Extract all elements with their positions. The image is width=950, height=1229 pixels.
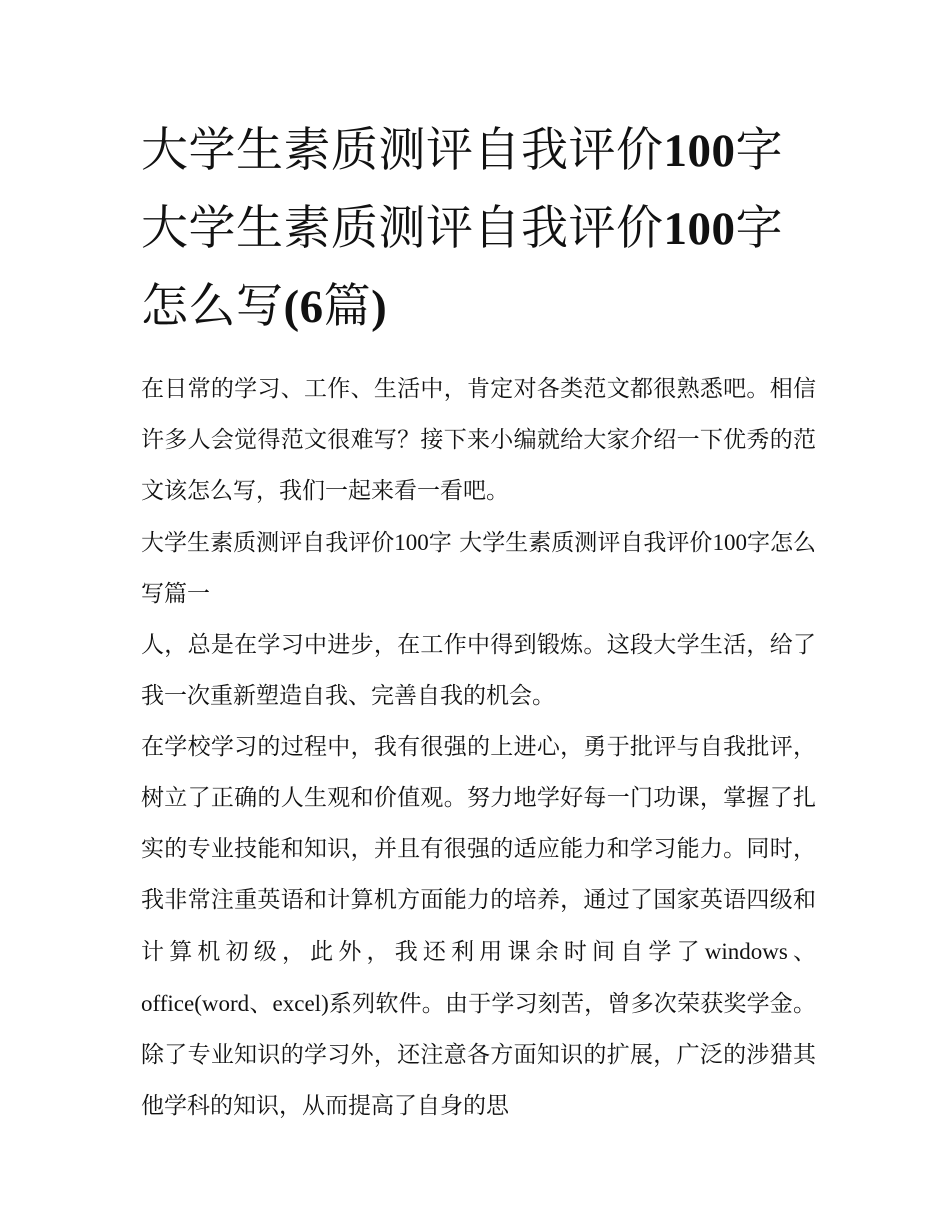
body-paragraph: 人，总是在学习中进步，在工作中得到锻炼。这段大学生活，给了我一次重新塑造自我、完善自我的机会。 [141,632,816,709]
intro-paragraph: 在日常的学习、工作、生活中，肯定对各类范文都很熟悉吧。相信许多人会觉得范文很难写？接下来小编就给大家介绍一下优秀的范文该怎么写，我们一起来看一看吧。 [141,376,816,504]
section-heading: 大学生素质测评自我评价100字 大学生素质测评自我评价100字怎么写篇一 [141,530,817,607]
document-title: 大学生素质测评自我评价100字 大学生素质测评自我评价100字怎么写(6篇) [141,123,783,334]
document-body [141,364,816,1132]
document-page [141,112,816,1132]
body-paragraph: 在学校学习的过程中，我有很强的上进心，勇于批评与自我批评，树立了正确的人生观和价值观。努力地学好每一门功课，掌握了扎实的专业技能和知识，并且有很强的适应能力和学习能力。同时，我非常注重英语和计算机方面能力的培养，通过了国家英语四级和计算机初级，此外，我还利用课余时间自学了windows、office(word、excel)系列软件。由于学习刻苦，曾多次荣获奖学金。除了专业知识的学习外，还注意各方面知识的扩展，广泛的涉猎其他学科的知识，从而提高了自身的思 [141,734,816,1119]
